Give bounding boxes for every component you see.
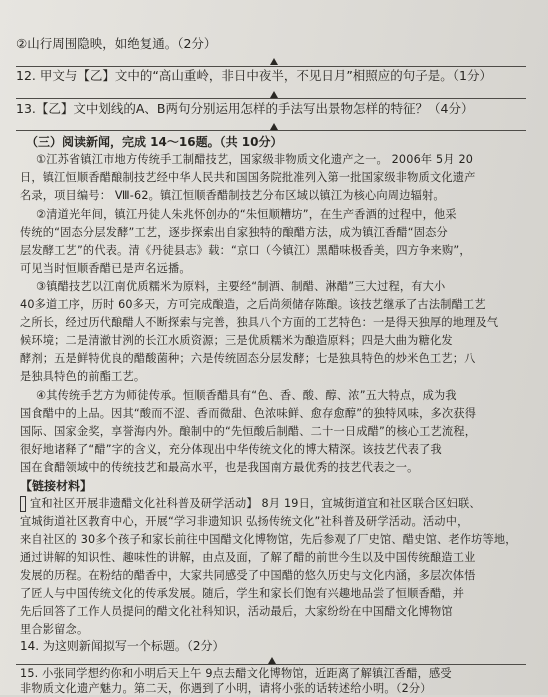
link-line-6: 了匠人与中国传统文化的传承发展。随后，学生和家长们饱有兴趣地品尝了恒顺香醋，并	[20, 587, 465, 600]
question-14: 14. 为这则新闻拟写一个标题。（2分）	[20, 639, 225, 653]
question-12: 12. 甲文与【乙】文中的“高山重岭，非日中夜半，不见日月”相照应的句子是。（1分）	[16, 68, 493, 83]
answer-triangle-icon	[270, 123, 278, 130]
news-p3-line-1: ③镇醋技艺以江南优质糯米为原料，主要经“制酒、制醋、淋醋”三大过程，有大小	[36, 280, 446, 293]
news-p1-line-1: ①江苏省镇江市地方传统手工制醋技艺，国家级非物质文化遗产之一。 2006年 5月 20	[36, 153, 474, 166]
news-p2-line-1: ②清道光年间，镇江丹徒人朱兆怀创办的“朱恒顺糟坊”，在生产香酒的过程中，他采	[36, 208, 457, 221]
answer-line	[16, 66, 526, 67]
answer-triangle-icon	[268, 657, 276, 664]
link-material-heading: 【链接材料】	[20, 479, 93, 493]
answer-line	[16, 664, 526, 665]
news-p4-line-1: ④其传统手艺方为师徒传承。恒顺香醋具有“色、香、酸、醇、浓”五大特点，成为我	[36, 389, 457, 402]
news-p4-line-5: 国在食醋领域中的传统技艺和最高水平，也是我国南方最优秀的技艺代表之一。	[20, 461, 419, 474]
news-p4-line-3: 国际、国家金奖，享誉海内外。酿制中的“先恒酸后制醋、二十一日成醋”的核心工艺流程，	[20, 425, 477, 438]
news-p2-line-2: 传统的“固态分层发酵”工艺，逐步探索出自家独特的酿醋方法，成为镇江香醋“固态分	[20, 226, 448, 239]
answer-line	[16, 130, 526, 131]
answer-triangle-icon	[270, 58, 278, 65]
answer-line	[16, 98, 526, 99]
link-line-4: 通过讲解的知识性、趣味性的讲解，由点及面，了解了醋的前世今生以及中国传统酿造工业	[20, 551, 476, 564]
link-line-7: 先后回答了工作人员提问的醋文化社科知识，活动最后，大家纷纷在中国醋文化博物馆	[20, 605, 453, 618]
news-p3-line-4: 候环境；二是清澈甘洌的长江水质资源；三是优质糯米为酿造原料；四是大曲为糖化发	[20, 334, 453, 347]
q11-item-2: ②山行周围隐映，如绝复通。（2分）	[16, 36, 217, 51]
news-p1-line-2: 日，镇江恒顺香醋酿制技艺经中华人民共和国国务院批准列入第一批国家级非物质文化遗产	[20, 171, 476, 184]
open-bracket-mark	[20, 496, 26, 512]
news-p3-line-2: 40多道工序，历时 60多天，方可完成酿造，之后尚须储存陈酿。该技艺继承了古法制醋工艺	[20, 298, 486, 311]
section-3-heading: （三）阅读新闻，完成 14～16题。（共 10分）	[26, 135, 283, 149]
link-line-1: 宜和社区开展非遗醋文化社科普及研学活动】 8月 19日，宜城街道宜和社区联合区妇联、	[30, 497, 481, 510]
news-p2-line-4: 可见当时恒顺香醋已是声名远播。	[20, 262, 191, 275]
news-p4-line-4: 很好地诸释了“醋”字的含义，充分体现出中华传统文化的博大精深。该技艺代表了我	[20, 443, 442, 456]
link-line-3: 来自社区的 30多个孩子和家长前往中国醋文化博物馆，先后参观了厂史馆、醋史馆、老作坊等地，	[20, 533, 517, 546]
link-line-2: 宜城街道社区教育中心，开展“学习非遗知识 弘扬传统文化”社科普及研学活动。活动中，	[20, 515, 469, 528]
news-p3-line-3: 之所长，经过历代酿醋人不断探索与完善，独具八个方面的工艺特色：一是得天独厚的地理及气	[20, 316, 499, 329]
news-p1-line-3: 名录，项目编号： Ⅷ-62。镇江恒顺香醋制技艺分布区域以镇江为核心向周边辐射。	[20, 189, 445, 202]
question-13: 13.【乙】文中划线的A、B两句分别运用怎样的手法写出景物怎样的特征？（4分）	[16, 101, 474, 116]
question-15-line-2: 非物质文化遗产魅力。第二天，你遇到了小明，请将小张的话转述给小明。（2分）	[20, 682, 432, 695]
news-p4-line-2: 国食醋中的上品。因其“酸而不涩、香而微甜、色浓味鲜、愈存愈醇”的独特风味，多次获得	[20, 407, 477, 420]
news-p2-line-3: 层发酵工艺”的代表。清《丹徒县志》载：“京口（今镇江）黑醋味极香美，四方争来购”，	[20, 244, 471, 257]
question-15-line-1: 15. 小张同学想约你和小明后天上午 9点去醋文化博物馆，近距离了解镇江香醋，感受	[20, 667, 452, 680]
news-p3-line-5: 酵剂；五是鲜特优良的醋酸菌种；六是传统固态分层发酵；七是独具特色的炒米色工艺；八	[20, 352, 476, 365]
answer-triangle-icon	[270, 91, 278, 98]
link-line-8: 里合影留念。	[20, 623, 89, 636]
news-p3-line-6: 是独具特色的前酯工艺。	[20, 370, 146, 383]
link-line-5: 发展的历程。在粉结的醋香中，大家共同感受了中国醋的悠久历史与文化内涵，多层次体悟	[20, 569, 476, 582]
